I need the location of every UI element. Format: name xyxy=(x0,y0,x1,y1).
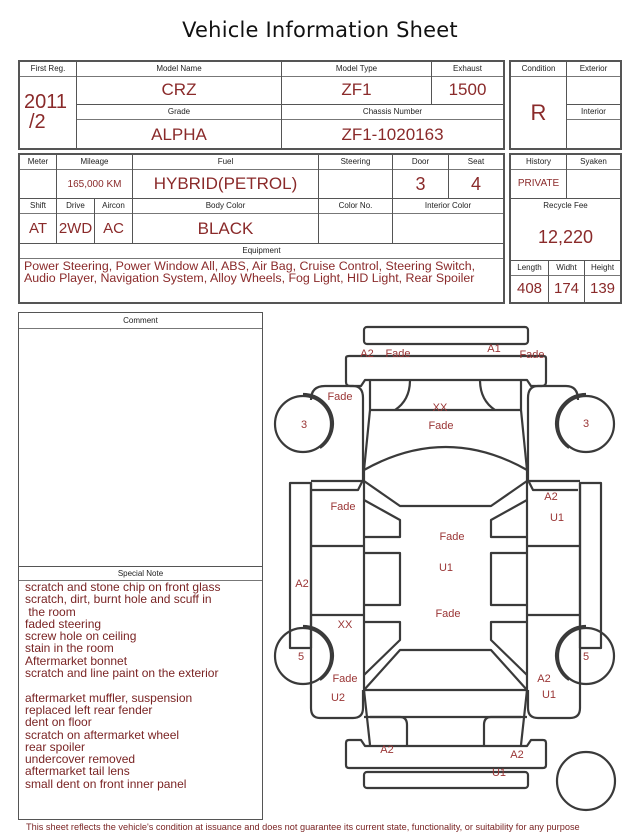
width-value: 174 xyxy=(553,280,580,297)
color-no-label: Color No. xyxy=(319,199,392,214)
mark-front-bumper-right-code: A1 xyxy=(487,343,501,355)
shift-label: Shift xyxy=(20,199,56,214)
condition-value: R xyxy=(530,100,547,125)
a-pillar-right-inner xyxy=(491,500,527,537)
special-note-line: stain in the room xyxy=(25,641,114,656)
taillight-right xyxy=(484,717,521,745)
mark-front-right-tire: 3 xyxy=(582,418,590,430)
c-pillar-right xyxy=(491,622,527,675)
special-note-list xyxy=(25,581,258,790)
interior-color-label: Interior Color xyxy=(393,199,503,214)
height-cell xyxy=(585,261,620,302)
model-name-value: CRZ xyxy=(161,80,197,99)
width-label: Widht xyxy=(549,261,584,276)
special-note-line: scratch on aftermarket wheel xyxy=(25,727,180,742)
chassis-label: Chassis Number xyxy=(282,105,503,120)
mark-front-left-tire: 3 xyxy=(300,419,308,431)
aircon-value: AC xyxy=(103,220,124,237)
first-reg-month: /2 xyxy=(29,111,46,133)
history-cell xyxy=(511,155,567,199)
first-reg-label: First Reg. xyxy=(20,62,76,77)
model-name-cell xyxy=(77,62,282,105)
mark-front-left-fender: Fade xyxy=(327,391,353,403)
mark-bonnet-note: Fade xyxy=(428,420,454,432)
history-label: History xyxy=(511,155,566,170)
special-note-line: small dent on front inner panel xyxy=(25,776,187,791)
door-cell xyxy=(393,155,449,199)
special-note-line: aftermarket muffler, suspension xyxy=(25,690,193,705)
seat-value: 4 xyxy=(470,174,481,194)
grade-label: Grade xyxy=(77,105,281,120)
special-note-line xyxy=(25,679,258,691)
special-note-line: scratch, dirt, burnt hole and scuff in xyxy=(25,592,212,607)
hood-left-edge xyxy=(364,380,370,470)
condition-cell xyxy=(511,62,567,148)
exhaust-cell xyxy=(432,62,503,105)
special-note-line: dent on floor xyxy=(25,715,92,730)
mark-left-rear-quarter: XX xyxy=(337,619,353,631)
chassis-cell xyxy=(282,105,503,148)
rear-window xyxy=(364,650,527,690)
fuel-cell xyxy=(133,155,319,199)
mark-rear-right-tire: 5 xyxy=(582,651,590,663)
fuel-value: HYBRID(PETROL) xyxy=(153,174,298,193)
shift-value: AT xyxy=(28,220,48,237)
mark-roof-rear: Fade xyxy=(435,608,461,620)
model-type-cell xyxy=(282,62,432,105)
front-grille-outline xyxy=(364,327,528,344)
special-note-line: faded steering xyxy=(25,616,102,631)
interior-label: Interior xyxy=(567,105,620,120)
exterior-label: Exterior xyxy=(567,62,620,77)
mileage-label: Mileage xyxy=(57,155,132,170)
roof-window-left xyxy=(364,553,400,605)
mark-right-front-door-code2: U1 xyxy=(549,512,565,524)
interior-cell xyxy=(567,105,620,148)
model-type-label: Model Type xyxy=(282,62,431,77)
spec-table xyxy=(18,153,505,304)
page-title: Vehicle Information Sheet xyxy=(182,18,458,42)
mark-left-front-door: Fade xyxy=(330,501,356,513)
body-color-label: Body Color xyxy=(133,199,318,214)
length-cell xyxy=(511,261,549,302)
drive-cell xyxy=(57,199,95,244)
model-name-label: Model Name xyxy=(77,62,281,77)
fuel-label: Fuel xyxy=(133,155,318,170)
roof-window-right xyxy=(491,553,527,605)
length-label: Length xyxy=(511,261,548,276)
aircon-label: Aircon xyxy=(95,199,132,214)
spare-tire xyxy=(557,752,615,810)
left-sill-outline xyxy=(290,483,311,648)
right-sill-outline xyxy=(580,483,601,648)
steering-label: Steering xyxy=(319,155,392,170)
exhaust-value: 1500 xyxy=(448,80,487,99)
drive-label: Drive xyxy=(57,199,94,214)
mileage-cell xyxy=(57,155,133,199)
special-note-line: the room xyxy=(25,604,76,619)
mileage-value: 165,000 KM xyxy=(67,179,122,190)
a-pillar-left xyxy=(364,481,527,506)
recycle-fee-label: Recycle Fee xyxy=(543,201,588,210)
special-note-line: aftermarket tail lens xyxy=(25,764,130,779)
model-type-value: ZF1 xyxy=(341,80,372,99)
c-pillar-left xyxy=(364,622,400,675)
comment-label: Comment xyxy=(19,313,262,329)
meter-label: Meter xyxy=(20,155,56,170)
recycle-fee-value: 12,220 xyxy=(537,227,594,247)
main-info-table xyxy=(18,60,505,150)
special-note-line: scratch and stone chip on front glass xyxy=(25,580,221,594)
mark-left-sill: A2 xyxy=(295,578,309,590)
seat-label: Seat xyxy=(449,155,503,170)
door-value: 3 xyxy=(415,174,426,194)
equipment-label: Equipment xyxy=(20,244,503,259)
first-reg-year: 2011 xyxy=(24,91,68,113)
steering-cell xyxy=(319,155,393,199)
mark-left-rear-fender-code: U2 xyxy=(330,692,346,704)
width-cell xyxy=(549,261,585,302)
mark-left-rear-fender-note: Fade xyxy=(332,673,358,685)
special-note-line: replaced left rear fender xyxy=(25,702,153,717)
syaken-cell xyxy=(567,155,620,199)
mark-rear-left-tire: 5 xyxy=(297,651,305,663)
height-value: 139 xyxy=(589,280,616,297)
mark-right-front-door-code: A2 xyxy=(544,491,558,503)
windshield-arc xyxy=(364,447,527,470)
mark-roof-front: Fade xyxy=(439,531,465,543)
interior-color-cell xyxy=(393,199,503,244)
mark-front-bumper-right-note: Fade xyxy=(519,349,545,361)
equipment-value: Power Steering, Power Window All, ABS, Air Bag, Cruise Control, Steering Switch, Audio Player, Navigation System, Alloy Wheels, Fog Light, HID Light, Rear Spoiler xyxy=(24,259,476,285)
history-value: PRIVATE xyxy=(517,178,560,189)
special-note-line: Aftermarket bonnet xyxy=(25,653,128,668)
mark-right-rear-fender-code2: U1 xyxy=(541,689,557,701)
car-damage-diagram xyxy=(270,320,640,820)
mark-front-bumper-left-code: A2 xyxy=(360,348,374,360)
special-note-line: undercover removed xyxy=(25,752,136,767)
headlight-left xyxy=(395,380,410,410)
equipment-cell xyxy=(20,244,503,302)
height-label: Height xyxy=(585,261,620,276)
mark-roof-mid: U1 xyxy=(438,562,454,574)
chassis-value: ZF1-1020163 xyxy=(341,125,444,144)
history-table xyxy=(509,153,622,304)
mark-right-rear-fender-code: A2 xyxy=(537,673,551,685)
special-note-label: Special Note xyxy=(19,567,262,581)
condition-table xyxy=(509,60,622,150)
color-no-cell xyxy=(319,199,393,244)
special-note-line: screw hole on ceiling xyxy=(25,629,137,644)
exhaust-label: Exhaust xyxy=(432,62,503,77)
door-label: Door xyxy=(393,155,448,170)
drive-value: 2WD xyxy=(58,220,93,237)
meter-cell xyxy=(20,155,57,199)
grade-value: ALPHA xyxy=(151,125,207,144)
condition-label: Condition xyxy=(511,62,566,77)
mark-rear-bumper-right: A2 xyxy=(510,749,524,761)
shift-cell xyxy=(20,199,57,244)
length-value: 408 xyxy=(516,280,543,297)
special-note-line: scratch and line paint on the exterior xyxy=(25,666,219,681)
recycle-fee-cell xyxy=(511,199,620,261)
front-bumper-outline xyxy=(346,356,546,386)
first-reg-cell xyxy=(20,62,77,148)
special-note-line: rear spoiler xyxy=(25,739,86,754)
seat-cell xyxy=(449,155,503,199)
body-color-cell xyxy=(133,199,319,244)
mark-bonnet-code: XX xyxy=(432,402,448,414)
disclaimer-footer: This sheet reflects the vehicle's condition at issuance and does not guarantee its current state, functionality, or suitability for any purpose xyxy=(26,822,580,832)
syaken-label: Syaken xyxy=(567,155,620,170)
aircon-cell xyxy=(95,199,133,244)
comment-panel xyxy=(18,312,263,820)
mark-rear-bumper-left: A2 xyxy=(380,744,394,756)
body-color-value: BLACK xyxy=(197,219,254,238)
mark-rear-panel: U1 xyxy=(491,767,507,779)
grade-cell xyxy=(77,105,282,148)
hood-right-edge xyxy=(521,380,527,470)
special-note-section xyxy=(19,566,262,819)
taillight-left xyxy=(370,717,407,745)
exterior-cell xyxy=(567,62,620,105)
headlight-right xyxy=(480,380,495,410)
a-pillar-left-inner xyxy=(364,500,400,537)
mark-front-bumper-left-note: Fade xyxy=(385,348,411,360)
